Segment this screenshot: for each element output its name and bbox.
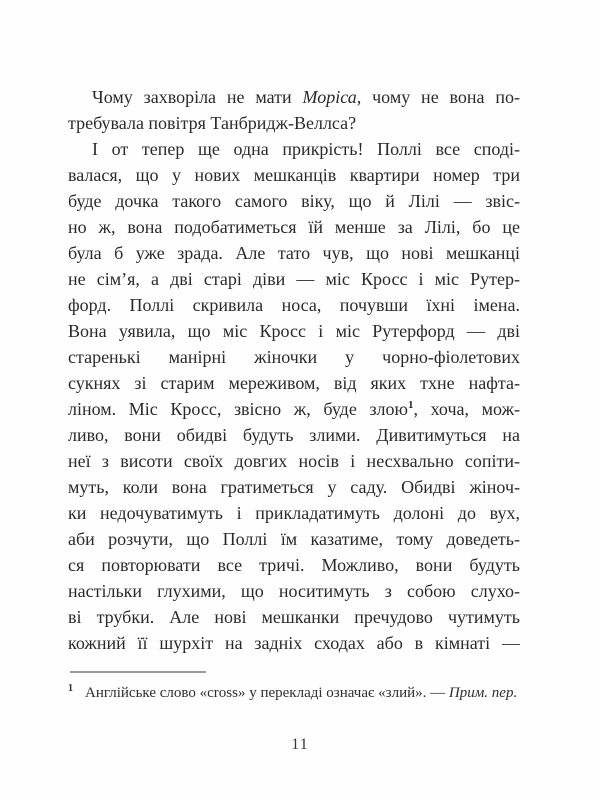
body-line [68, 422, 520, 448]
body-line [68, 84, 520, 110]
body-line [68, 292, 520, 318]
body-line [68, 162, 520, 188]
text-segment: Чому захворіла не мати [92, 87, 303, 107]
text-segment: була б уже зрада. Але тато чув, що нові мешканці [68, 243, 520, 263]
text-segment: І от тепер ще одна прикрість! Поллі все споді- [92, 139, 520, 159]
body-line [68, 448, 520, 474]
footnote-text [68, 683, 520, 703]
body-line [68, 266, 520, 292]
text-segment: муть, коли вона гратиметься у саду. Обидві жіноч- [68, 477, 520, 497]
text-segment: не сім’я, а дві старі діви — міс Кросс і міс Рутер- [68, 269, 520, 289]
body-line [68, 474, 520, 500]
footnote-marker: 1 [68, 683, 73, 694]
text-segment: ліном. Міс Кросс, звісно ж, буде злою [68, 399, 408, 419]
text-segment: форд. Поллі скривила носа, почувши їхні імена. [68, 295, 520, 315]
text-segment: старенькі манірні жіночки у чорно-фіолетових [68, 347, 520, 367]
text-segment: валася, що у нових мешканців квартири номер три [68, 165, 520, 185]
body-line [68, 500, 520, 526]
text-segment: , чому не вона по- [356, 87, 520, 107]
text-segment: кожний її шурхіт на задніх сходах або в кімнаті — [68, 633, 520, 653]
text-segment: требувала повітря Танбридж-Веллса? [68, 113, 357, 133]
body-line [68, 136, 520, 162]
page-number: 11 [291, 736, 309, 753]
text-segment: ся повторювати все тричі. Можливо, вони будуть [68, 555, 520, 575]
footnote-reference: 1 [408, 399, 414, 411]
text-segment: Англійське слово «cross» у перекладі означає «злий». — [85, 685, 449, 701]
text-segment: но ж, вона подобатиметься їй менше за Лілі, бо це [68, 217, 520, 237]
body-line [68, 188, 520, 214]
text-segment: Моріса [302, 87, 357, 107]
body-line [68, 240, 520, 266]
text-segment: буде дочка такого самого віку, що й Лілі — звіс- [68, 191, 520, 211]
text-segment: Вона уявила, що міс Кросс і міс Рутерфорд — дві [68, 321, 520, 341]
body-line [68, 552, 520, 578]
body-line [68, 396, 520, 422]
body-line [68, 370, 520, 396]
text-segment: настільки глухими, що носитимуть з собою слухо- [68, 581, 520, 601]
footnote-divider [70, 671, 206, 673]
body-line [68, 526, 520, 552]
text-segment: сукнях зі старим мереживом, від яких тхне нафта- [68, 373, 520, 393]
text-segment: ві трубки. Але нові мешканки пречудово чутимуть [68, 607, 520, 627]
text-segment: аби розчути, що Поллі їм казатиме, тому доведеть- [68, 529, 520, 549]
body-text [68, 84, 520, 656]
text-segment: ки недочуватимуть і прикладатимуть долоні до вух, [68, 503, 520, 523]
body-line [68, 344, 520, 370]
text-segment: неї з висоти своїх довгих носів і несхвально сопіти- [68, 451, 520, 471]
body-line [68, 604, 520, 630]
text-segment: Прим. пер. [448, 685, 518, 701]
footnote [68, 671, 520, 703]
body-line [68, 630, 520, 656]
body-line [68, 110, 520, 136]
text-segment: , хоча, мож- [413, 399, 520, 419]
body-line [68, 318, 520, 344]
text-segment: ливо, вони обидві будуть злими. Дивитимуться на [68, 425, 520, 445]
body-line [68, 578, 520, 604]
body-line [68, 214, 520, 240]
